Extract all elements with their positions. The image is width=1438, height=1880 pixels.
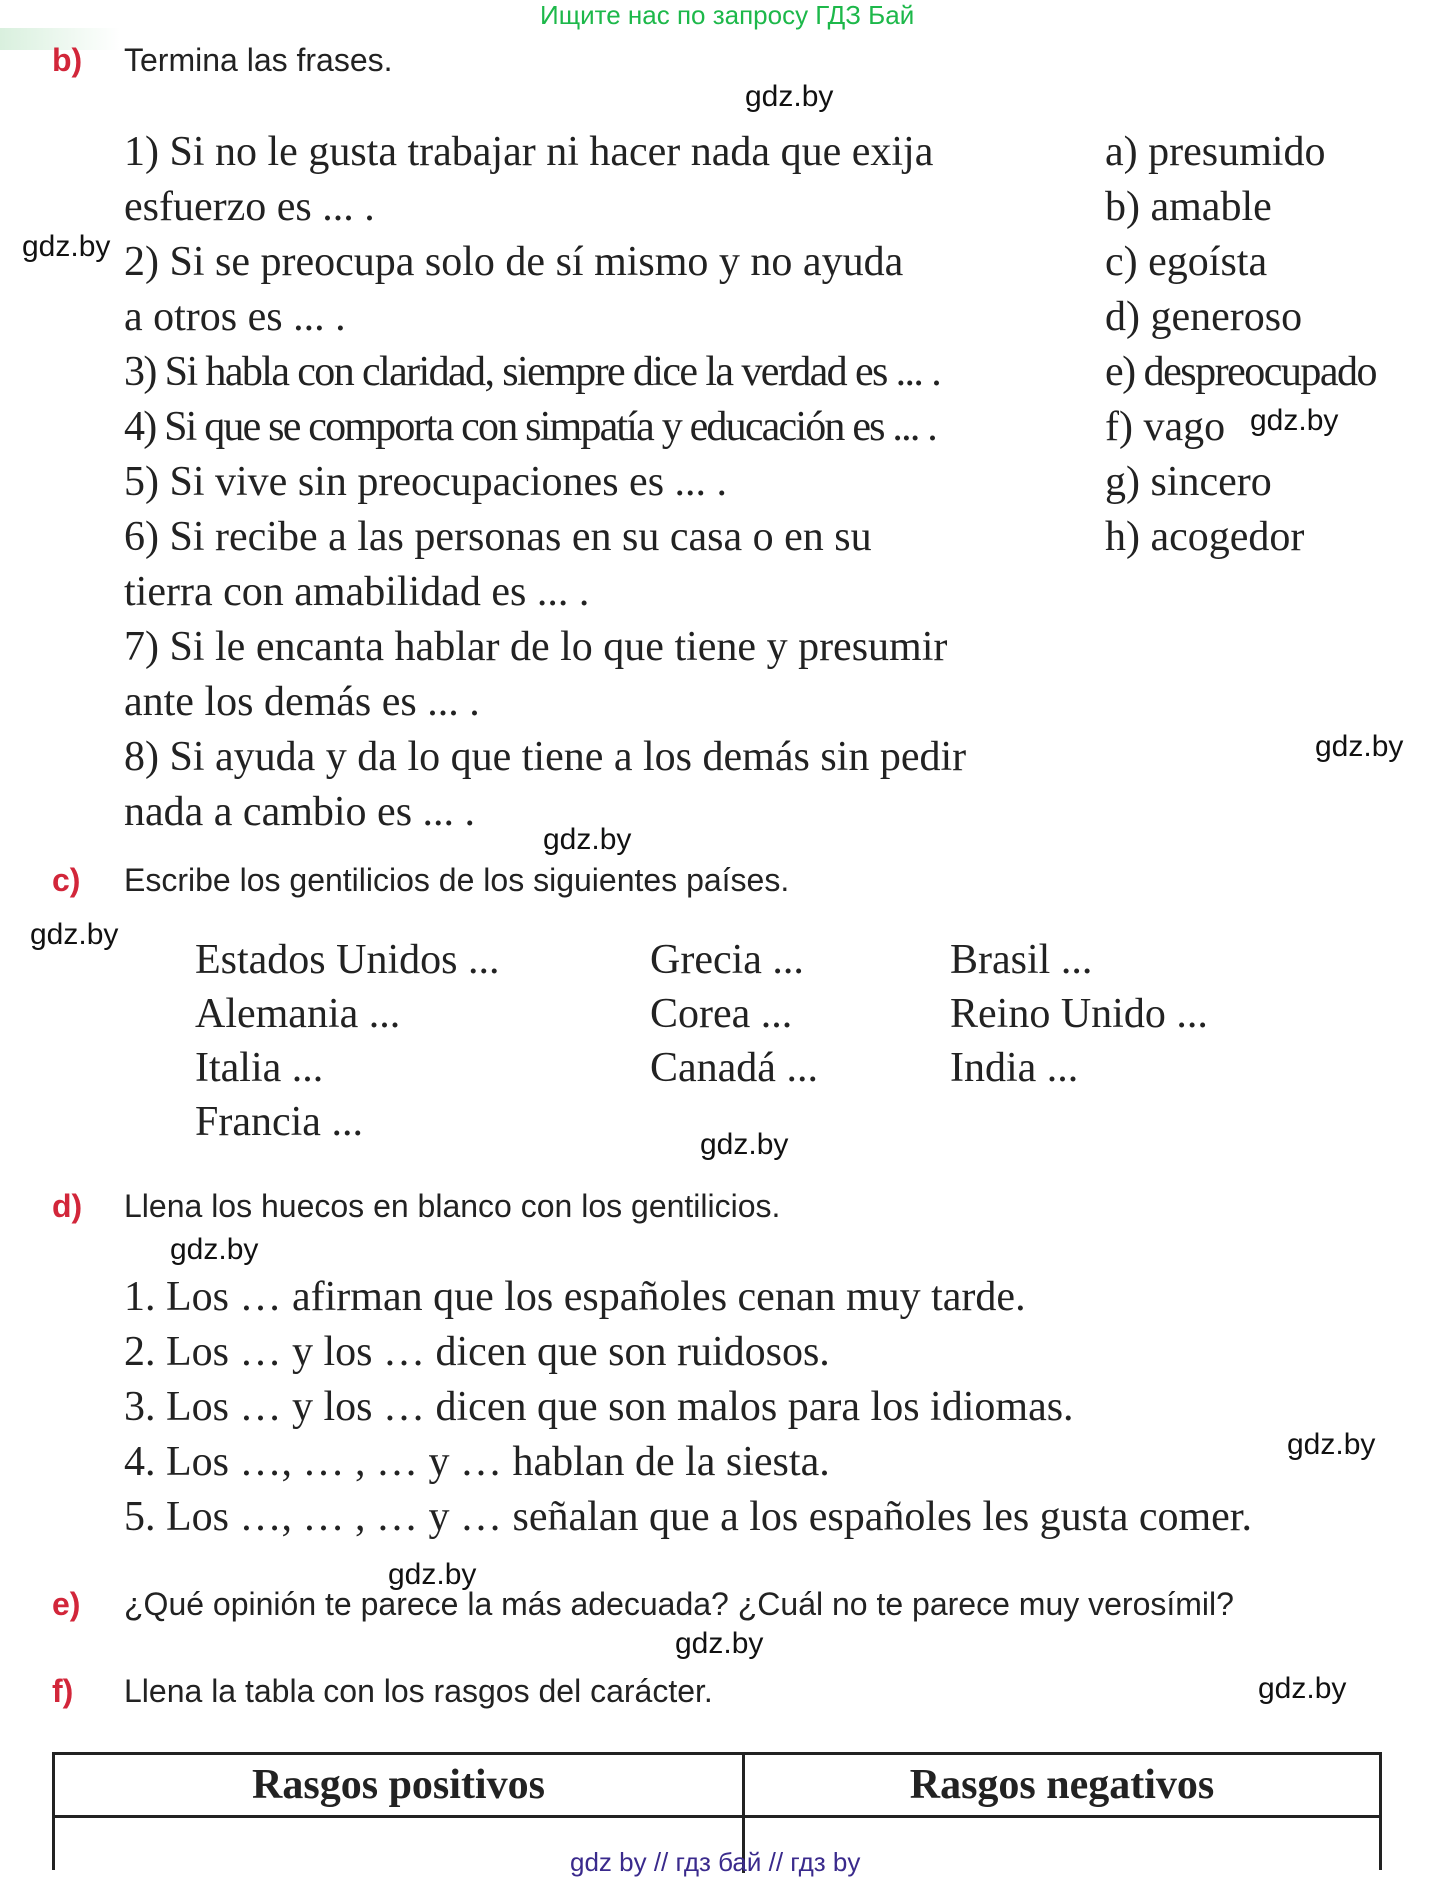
- country-item: Grecia ...: [650, 937, 804, 983]
- country-item: Alemania ...: [195, 991, 401, 1037]
- option-item: b) amable: [1105, 184, 1272, 230]
- option-item: c) egoísta: [1105, 239, 1268, 285]
- country-item: Francia ...: [195, 1099, 363, 1145]
- sentence-line: 2) Si se preocupa solo de sí mismo y no ayuda: [124, 239, 904, 285]
- top-banner: Ищите нас по запросу ГДЗ Бай: [540, 0, 915, 30]
- option-item: e) despreocupado: [1105, 349, 1377, 395]
- watermark: gdz.by: [675, 1627, 764, 1660]
- sentence-line: 7) Si le encanta hablar de lo que tiene y presumir: [124, 624, 948, 670]
- sentence-line: 6) Si recibe a las personas en su casa o en su: [124, 514, 872, 560]
- watermark: gdz.by: [388, 1558, 477, 1591]
- section-b-letter: b): [52, 42, 83, 78]
- section-c-letter: c): [52, 862, 81, 898]
- fill-sentence: 1. Los … afirman que los españoles cenan muy tarde.: [124, 1274, 1026, 1320]
- sentence-line: a otros es ... .: [124, 294, 346, 340]
- watermark: gdz.by: [22, 230, 111, 263]
- option-item: g) sincero: [1105, 459, 1272, 505]
- country-item: India ...: [950, 1045, 1079, 1091]
- fill-sentence: 5. Los …, … , … y … señalan que a los españoles les gusta comer.: [124, 1494, 1252, 1540]
- table-header-negative: Rasgos negativos: [745, 1755, 1379, 1818]
- country-item: Corea ...: [650, 991, 793, 1037]
- footer-text: gdz by // гдз бай // гдз by: [570, 1847, 861, 1877]
- country-item: Canadá ...: [650, 1045, 818, 1091]
- option-item: a) presumido: [1105, 129, 1326, 175]
- section-f-instruction: Llena la tabla con los rasgos del carácter.: [124, 1673, 713, 1709]
- watermark: gdz.by: [30, 918, 119, 951]
- sentence-line: 8) Si ayuda y da lo que tiene a los demás sin pedir: [124, 734, 967, 780]
- watermark: gdz.by: [1258, 1672, 1347, 1705]
- section-f-letter: f): [52, 1673, 74, 1709]
- section-d-letter: d): [52, 1188, 83, 1224]
- fill-sentence: 3. Los … y los … dicen que son malos para los idiomas.: [124, 1384, 1074, 1430]
- sentence-line: ante los demás es ... .: [124, 679, 480, 725]
- section-b-instruction: Termina las frases.: [124, 42, 393, 78]
- sentence-line: 3) Si habla con claridad, siempre dice la verdad es ... .: [124, 349, 941, 395]
- table-header-positive: Rasgos positivos: [55, 1755, 745, 1818]
- country-item: Reino Unido ...: [950, 991, 1208, 1037]
- watermark: gdz.by: [543, 823, 632, 856]
- country-item: Estados Unidos ...: [195, 937, 500, 983]
- sentence-line: 1) Si no le gusta trabajar ni hacer nada que exija: [124, 129, 934, 175]
- option-item: d) generoso: [1105, 294, 1303, 340]
- watermark: gdz.by: [1287, 1428, 1376, 1461]
- section-d-instruction: Llena los huecos en blanco con los gentilicios.: [124, 1188, 781, 1224]
- fill-sentence: 2. Los … y los … dicen que son ruidosos.: [124, 1329, 830, 1375]
- watermark: gdz.by: [1315, 730, 1404, 763]
- sentence-line: 4) Si que se comporta con simpatía y educación es ... .: [124, 404, 936, 450]
- section-e-letter: e): [52, 1586, 81, 1622]
- watermark: gdz.by: [170, 1233, 259, 1266]
- fill-sentence: 4. Los …, … , … y … hablan de la siesta.: [124, 1439, 830, 1485]
- watermark: gdz.by: [700, 1128, 789, 1161]
- watermark: gdz.by: [1250, 404, 1339, 437]
- watermark: gdz.by: [745, 80, 834, 113]
- option-item: f) vago: [1105, 404, 1226, 450]
- sentence-line: 5) Si vive sin preocupaciones es ... .: [124, 459, 728, 505]
- section-c-instruction: Escribe los gentilicios de los siguientes países.: [124, 862, 790, 898]
- sentence-line: tierra con amabilidad es ... .: [124, 569, 590, 615]
- country-item: Brasil ...: [950, 937, 1093, 983]
- section-e-instruction: ¿Qué opinión te parece la más adecuada? ¿Cuál no te parece muy verosímil?: [124, 1586, 1234, 1622]
- sentence-line: nada a cambio es ... .: [124, 789, 476, 835]
- country-item: Italia ...: [195, 1045, 324, 1091]
- sentence-line: esfuerzo es ... .: [124, 184, 375, 230]
- option-item: h) acogedor: [1105, 514, 1305, 560]
